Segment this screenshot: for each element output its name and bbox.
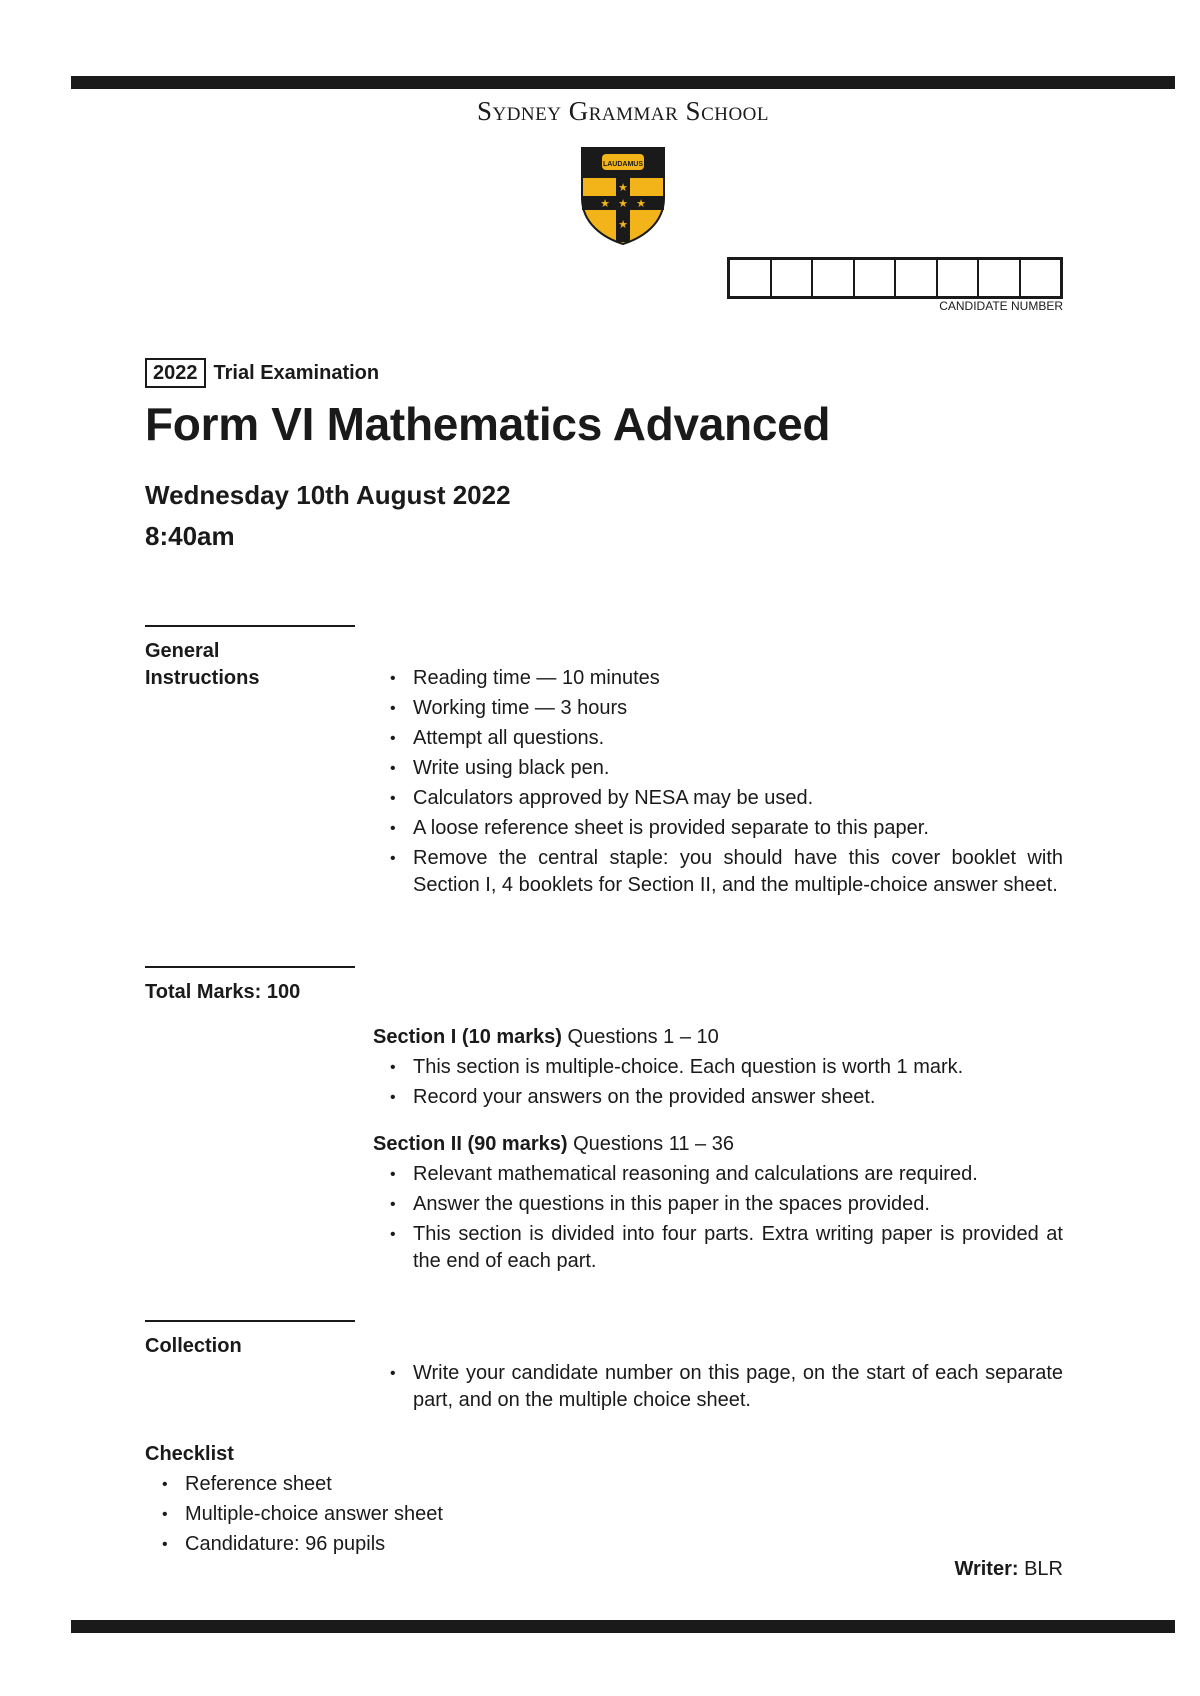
writer-credit: Writer: BLR xyxy=(954,1558,1063,1580)
list-item: • This section is divided into four parts. Extra writing paper is provided at the end of each part. xyxy=(373,1221,1063,1275)
list-item: • Reference sheet xyxy=(145,1471,645,1498)
general-instructions-label: General Instructions xyxy=(145,640,260,689)
svg-text:★: ★ xyxy=(600,198,610,210)
list-item: • This section is multiple-choice. Each question is worth 1 mark. xyxy=(373,1054,1063,1081)
list-item: • A loose reference sheet is provided separate to this paper. xyxy=(373,815,1063,842)
section-1-heading: Section I (10 marks) Questions 1 – 10 xyxy=(373,1026,719,1048)
general-instructions-list xyxy=(373,665,1063,902)
checklist-label: Checklist xyxy=(145,1443,234,1465)
bottom-rule xyxy=(71,1620,1175,1633)
exam-date: Wednesday 10th August 2022 xyxy=(145,480,511,510)
crest-motto: LAUDAMUS xyxy=(602,161,644,168)
list-item: • Multiple-choice answer sheet xyxy=(145,1501,645,1528)
exam-time: 8:40am xyxy=(145,521,235,551)
svg-text:★: ★ xyxy=(618,182,628,194)
list-item: • Record your answers on the provided answer sheet. xyxy=(373,1084,1063,1111)
total-marks-label: Total Marks: 100 xyxy=(145,981,301,1003)
exam-title: Form VI Mathematics Advanced xyxy=(145,398,831,450)
top-rule xyxy=(71,76,1175,89)
general-instructions-rule xyxy=(145,625,355,627)
section-1-list xyxy=(373,1054,1063,1114)
collection-label: Collection xyxy=(145,1335,242,1357)
exam-heading-row xyxy=(145,358,379,388)
checklist-list xyxy=(145,1471,645,1561)
collection-rule xyxy=(145,1320,355,1322)
candidate-digit-box[interactable] xyxy=(938,260,980,296)
collection-list xyxy=(373,1360,1063,1417)
total-marks-rule xyxy=(145,966,355,968)
candidate-number-boxes[interactable] xyxy=(727,257,1063,299)
candidate-digit-box[interactable] xyxy=(813,260,855,296)
exam-year: 2022 xyxy=(145,358,206,388)
school-crest-icon xyxy=(580,146,666,246)
section-2-list xyxy=(373,1161,1063,1278)
candidate-digit-box[interactable] xyxy=(772,260,814,296)
list-item: • Write your candidate number on this page, on the start of each separate part, and on the multiple choice sheet. xyxy=(373,1360,1063,1414)
list-item: • Write using black pen. xyxy=(373,755,1063,782)
svg-text:★: ★ xyxy=(636,198,646,210)
list-item: • Remove the central staple: you should have this cover booklet with Section I, 4 booklets for Section II, and the multiple-choice answer sheet. xyxy=(373,845,1063,899)
candidate-digit-box[interactable] xyxy=(1021,260,1061,296)
list-item: • Working time — 3 hours xyxy=(373,695,1063,722)
list-item: • Calculators approved by NESA may be used. xyxy=(373,785,1063,812)
list-item: • Answer the questions in this paper in the spaces provided. xyxy=(373,1191,1063,1218)
svg-text:★: ★ xyxy=(618,198,628,210)
section-2-heading: Section II (90 marks) Questions 11 – 36 xyxy=(373,1133,734,1155)
exam-type: Trial Examination xyxy=(213,361,380,384)
candidate-digit-box[interactable] xyxy=(855,260,897,296)
candidate-digit-box[interactable] xyxy=(979,260,1021,296)
list-item: • Relevant mathematical reasoning and calculations are required. xyxy=(373,1161,1063,1188)
list-item: • Attempt all questions. xyxy=(373,725,1063,752)
list-item: • Reading time — 10 minutes xyxy=(373,665,1063,692)
svg-text:★: ★ xyxy=(618,219,628,231)
school-name: Sydney Grammar School xyxy=(476,96,770,126)
candidate-digit-box[interactable] xyxy=(896,260,938,296)
list-item: • Candidature: 96 pupils xyxy=(145,1531,645,1558)
candidate-number-label: CANDIDATE NUMBER xyxy=(939,299,1063,313)
candidate-digit-box[interactable] xyxy=(730,260,772,296)
